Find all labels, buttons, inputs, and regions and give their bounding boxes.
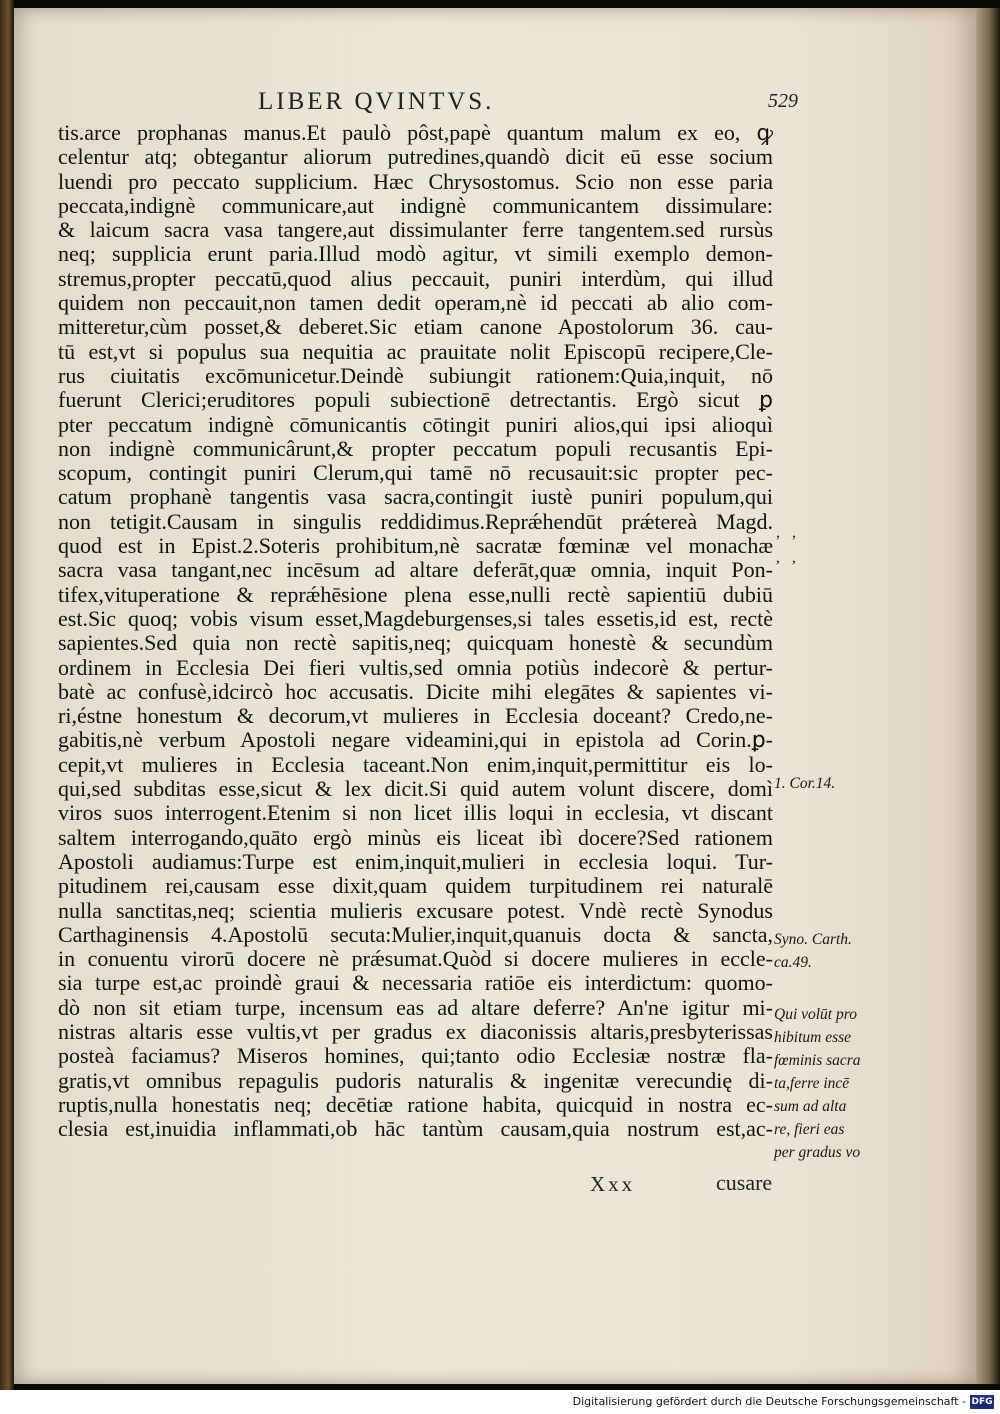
- text-line: qui,sed subditas esse,sicut & lex dicit.Si quid autem volunt discere, domì: [58, 777, 773, 802]
- text-line: Carthaginensis 4.Apostolū secuta:Mulier,inquit,quanuis docta & sancta,: [58, 922, 773, 947]
- text-line: peccata,indignè communicare,aut indignè communicantem dissimulare:: [58, 193, 773, 218]
- text-line: sapientes.Sed quia non rectè sapitis,neq; quicquam honestè & secundùm: [58, 631, 773, 656]
- text-line: Apostoli audiamus:Turpe est enim,inquit,mulieri in ecclesia loqui. Tur-: [58, 849, 773, 874]
- margin-note-line: Syno. Carth.: [774, 931, 852, 948]
- text-line: in conuentu virorū docere nè prǽsumat.Quòd si docere mulieres in eccle-: [58, 947, 773, 972]
- funding-credit: Digitalisierung gefördert durch die Deutsche Forschungsgemeinschaft -: [572, 1395, 966, 1408]
- text-line: dò non sit etiam turpe, incensum eas ad altare deferre? An'ne igitur mi-: [58, 995, 773, 1020]
- margin-note-line: ta,ferre incē: [774, 1075, 850, 1092]
- text-line: luendi pro peccato supplicium. Hæc Chrysostomus. Scio non esse paria: [58, 169, 773, 194]
- text-line: tis.arce prophanas manus.Et paulò pôst,papè quantum malum ex eo, ꝙ: [58, 121, 773, 145]
- book-spine-edge: [0, 0, 14, 1390]
- text-line: gabitis,nè verbum Apostoli negare videamini,qui in epistola ad Corin.ꝑ-: [58, 728, 773, 753]
- text-line: ruptis,nulla honestatis neq; decētiæ ratione habita, quicquid in nostra ec-: [58, 1092, 773, 1117]
- catchword: cusare: [716, 1170, 773, 1195]
- text-line: nulla sanctitas,neq; scientia mulieris excusare potest. Vndè rectè Synodus: [58, 898, 773, 923]
- text-line: catum prophanè tangentis vasa sacra,contingit iustè puniri populum,qui: [58, 485, 773, 510]
- text-line: gratis,vt omnibus repagulis pudoris naturalis & ingenitæ verecundię di-: [58, 1068, 773, 1093]
- text-line: celentur atq; obtegantur aliorum putredines,quandò dicit eū esse socium: [58, 145, 773, 170]
- text-line: neq; supplicia erunt paria.Illud modò agitur, vt simili exemplo demon-: [58, 242, 773, 267]
- margin-note-line: per gradus vo: [774, 1144, 861, 1161]
- text-line: posteà faciamus? Miseros homines, qui;tanto odio Ecclesiæ nostræ fla-: [58, 1044, 773, 1069]
- dfg-logo-icon: DFG: [971, 1397, 993, 1407]
- text-line: nistras altaris esse vultis,vt per gradus ex diaconissis altaris,presbyterissas: [58, 1019, 773, 1044]
- text-line: batè ac confusè,idcircò hoc accusatis. Dicite mihi elegātes & sapientes vi-: [58, 679, 773, 704]
- margin-note-corinthians: [774, 772, 835, 795]
- margin-note-synod: [774, 928, 852, 974]
- text-line: non tetigit.Causam in singulis reddidimus.Reprǽhendūt prǽtereà Magd.: [58, 509, 773, 534]
- text-line: sia turpe est,ac proindè graui & necessaria ratiōe eis interdictum: quomo-: [58, 971, 773, 996]
- text-line: stremus,propter peccatū,quod alius peccauit, puniri interdùm, qui illud: [58, 266, 773, 291]
- text-line: quidem non peccauit,non tamen dedit operam,nè id peccati ab alio com-: [58, 291, 773, 316]
- text-line: quod est in Epist.2.Soteris prohibitum,nè sacratæ fœminæ vel monachæ: [58, 534, 773, 559]
- signature-mark: Xxx: [590, 1172, 636, 1196]
- page-number: 529: [768, 90, 798, 112]
- margin-note-women: [774, 1003, 861, 1164]
- text-line: clesia est,inuidia inflammati,ob hāc tantùm causam,quia nostrum est,ac-: [58, 1117, 773, 1142]
- margin-note-line: hibitum esse: [774, 1029, 852, 1046]
- text-line: cepit,vt mulieres in Ecclesia taceant.Non enim,inquit,permittitur eis lo-: [58, 752, 773, 777]
- text-line: ri,éstne honestum & decorum,vt mulieres in Ecclesia doceant? Credo,ne-: [58, 704, 773, 729]
- text-line: scopum, contingit puniri Clerum,qui tamē nō recusauit:sic propter pec-: [58, 461, 773, 486]
- text-line: fuerunt Clerici;eruditores populi subiectionē detrectantis. Ergò sicut ꝑ: [58, 388, 773, 413]
- running-head: LIBER QVINTVS.: [258, 88, 495, 115]
- text-line: tifex,vituperatione & reprǽhēsione plena esse,nulli rectè sapientiū dubiū: [58, 582, 773, 607]
- text-line: sacra vasa tangant,nec incēsum ad altare deferāt,quæ omnia, inquit Pon-: [58, 558, 773, 583]
- text-line: mitteretur,cùm posset,& deberet.Sic etiam canone Apostolorum 36. cau-: [58, 315, 773, 340]
- text-line: est.Sic quoq; vobis visum esset,Magdeburgenses,si tales essetis,id est, rectè: [58, 606, 773, 631]
- body-text: [58, 121, 773, 1141]
- text-line: ordinem in Ecclesia Dei fieri vultis,sed omnia potiùs indecorè & pertur-: [58, 655, 773, 680]
- margin-note-line: fœminis sacra: [774, 1052, 861, 1069]
- ditto-mark: , ,: [776, 524, 800, 541]
- text-line: pitudinem rei,causam esse dixit,quam quidem turpitudinem rei naturalē: [58, 874, 773, 899]
- margin-note-line: ca.49.: [774, 954, 812, 971]
- margin-note-line: 1. Cor.14.: [774, 775, 836, 792]
- page-right-edge: [976, 8, 1000, 1384]
- text-line: & laicum sacra vasa tangere,aut dissimulanter ferre tangentem.sed rursùs: [58, 218, 773, 243]
- text-line: saltem interrogando,quāto ergò minùs eis liceat ibì docere?Sed rationem: [58, 825, 773, 850]
- margin-note-line: sum ad alta: [774, 1098, 847, 1115]
- text-line: viros suos interrogent.Etenim si non licet illis loqui in ecclesia, vt discant: [58, 801, 773, 826]
- text-line: non indignè communicârunt,& propter peccatum populi recusantis Epi-: [58, 436, 773, 461]
- text-line: pter peccatum indignè cōmunicantis cōtingit puniri alios,qui ipsi alioquì: [58, 412, 773, 437]
- margin-note-line: Qui volūt pro: [774, 1006, 857, 1023]
- text-line: tū est,vt si populus sua nequitia ac prauitate nolit Episcopū recipere,Cle-: [58, 339, 773, 364]
- margin-note-line: re, fieri eas: [774, 1121, 845, 1138]
- ditto-mark: , ,: [776, 549, 800, 566]
- text-line: rus ciuitatis excōmunicetur.Deindè subiungit rationem:Quia,inquit, nō: [58, 363, 773, 388]
